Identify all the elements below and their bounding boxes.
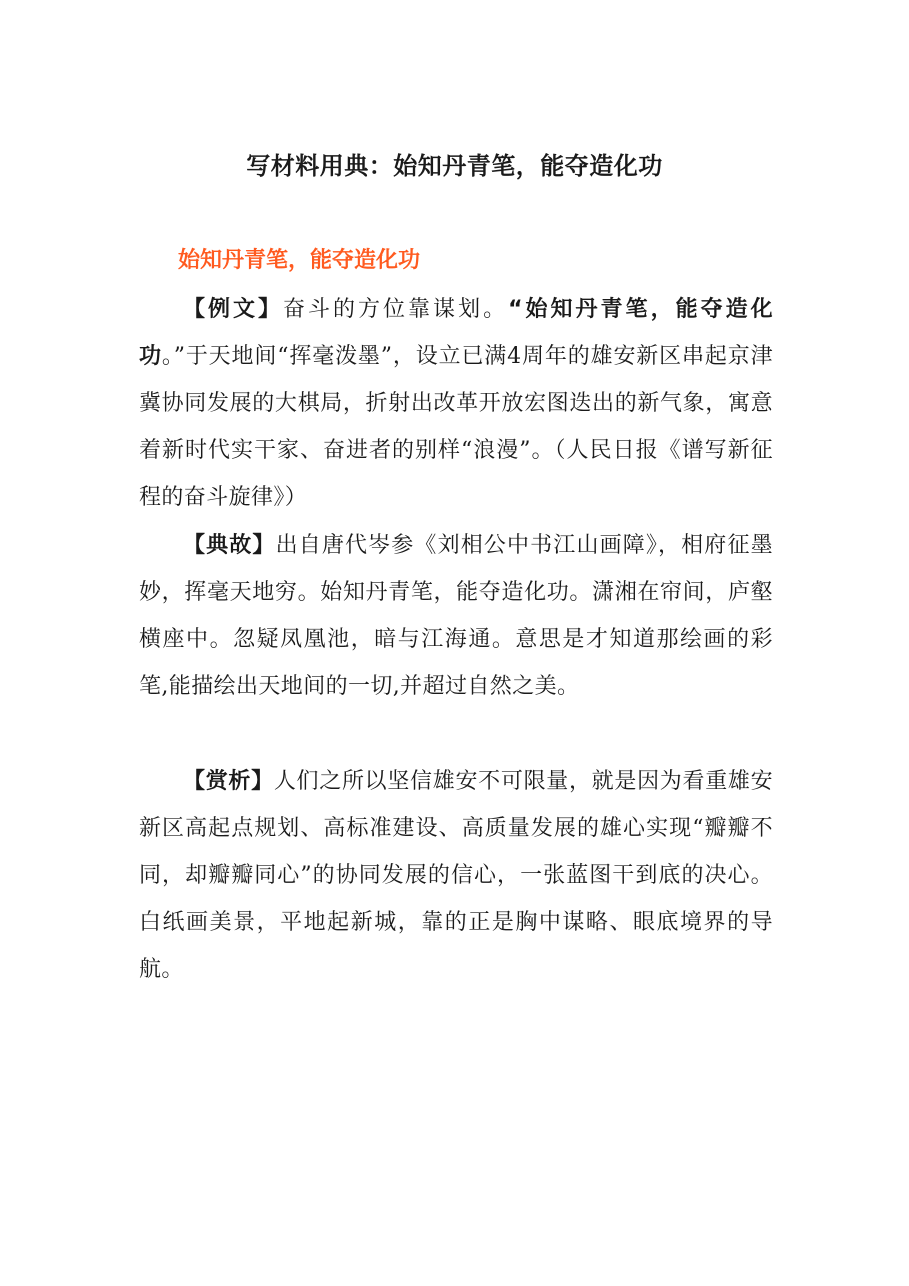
example-text-before: 奋斗的方位靠谋划。 <box>283 297 509 322</box>
page-title: 写材料用典：始知丹青笔，能夺造化功 <box>246 152 663 180</box>
allusion-paragraph <box>139 522 773 710</box>
example-paragraph <box>139 286 773 521</box>
analysis-tag: 【赏析】 <box>183 769 274 794</box>
section-subtitle: 始知丹青笔，能夺造化功 <box>178 248 421 273</box>
example-tag: 【例文】 <box>183 297 284 322</box>
allusion-tag: 【典故】 <box>183 533 276 558</box>
example-text-after: 。”于天地间“挥毫泼墨”，设立已满4周年的雄安新区串起京津冀协同发展的大棋局，折射出改革开放宏图迭出的新气象，寓意着新时代实干家、奋进者的别样“浪漫”。（人民日报《谱写新征程的奋斗旋律》） <box>139 344 773 510</box>
allusion-text: 出自唐代岑参《刘相公中书江山画障》，相府征墨妙，挥毫天地穷。始知丹青笔，能夺造化功。潇湘在帘间，庐壑横座中。忽疑凤凰池，暗与江海通。意思是才知道那绘画的彩笔,能描绘出天地间的一切,并超过自然之美。 <box>139 533 773 699</box>
analysis-text: 人们之所以坚信雄安不可限量，就是因为看重雄安新区高起点规划、高标准建设、高质量发展的雄心实现“瓣瓣不同，却瓣瓣同心”的协同发展的信心，一张蓝图干到底的决心。白纸画美景，平地起新城，靠的正是胸中谋略、眼底境界的导航。 <box>139 769 773 982</box>
analysis-paragraph <box>139 758 773 993</box>
example-quote: “始知丹青笔，能夺造化功 <box>139 297 773 369</box>
